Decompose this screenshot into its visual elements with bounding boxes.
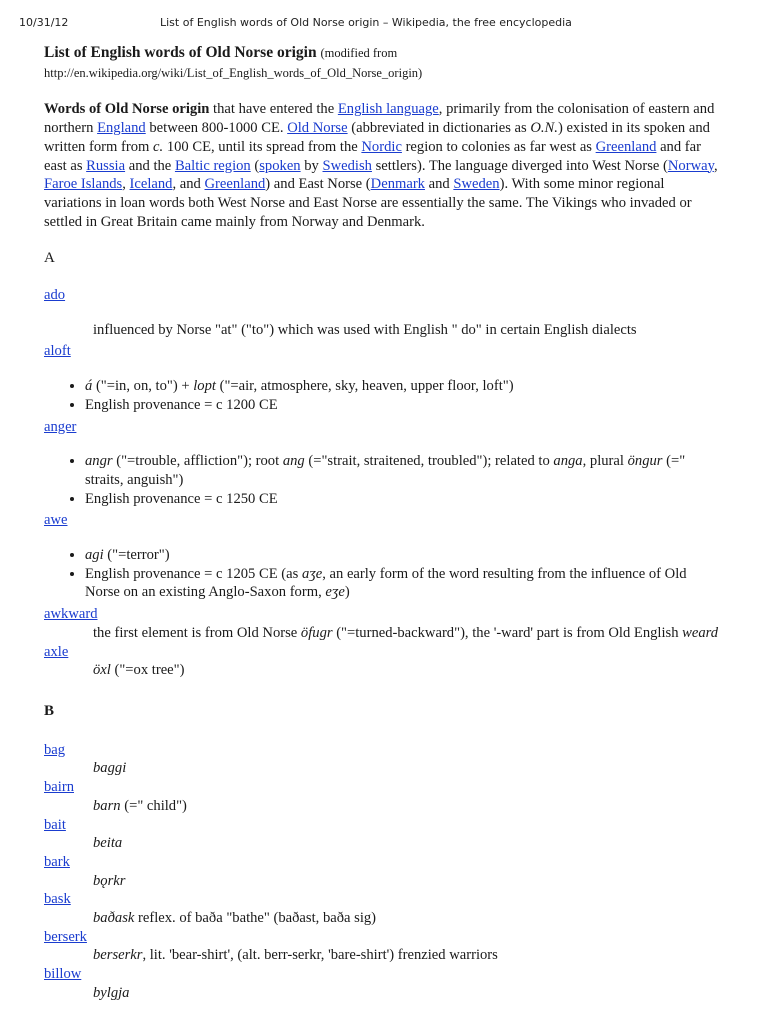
intro-text: and the: [125, 157, 175, 174]
definition-bag: [93, 759, 724, 778]
list-item: • English provenance = c 1250 CE: [85, 490, 724, 509]
definition-bairn: [93, 797, 724, 816]
term-berserk[interactable]: berserk: [44, 928, 87, 945]
intro-circa: c.: [153, 138, 164, 155]
term-axle[interactable]: axle: [44, 643, 69, 660]
definition-bask: [93, 909, 724, 928]
article-content: [44, 44, 724, 1003]
definition-berserk: [93, 946, 724, 965]
print-page-title: List of English words of Old Norse origin – Wikipedia, the free encyclopedia: [160, 16, 572, 29]
term-bask[interactable]: bask: [44, 891, 71, 908]
etymon: berserkr: [93, 947, 143, 964]
etymon: beita: [93, 835, 123, 852]
title-modified-note: (modified from: [320, 46, 398, 60]
link-spoken[interactable]: spoken: [259, 157, 301, 174]
etymon: á: [85, 378, 93, 395]
link-sweden[interactable]: Sweden: [453, 176, 500, 193]
intro-text: , primarily from the colonisation of eastern and northern: [44, 101, 715, 137]
title-main: List of English words of Old Norse origin: [44, 44, 317, 61]
etymon: barn: [93, 797, 121, 814]
gloss: ("=ox tree"): [110, 662, 185, 679]
intro-text: between 800-1000 CE.: [145, 120, 288, 137]
link-old-norse[interactable]: Old Norse: [287, 120, 348, 137]
term-ado[interactable]: ado: [44, 287, 66, 304]
gloss: ): [344, 584, 350, 601]
definition-axle: [93, 661, 724, 680]
document-title: [44, 44, 724, 63]
section-b-list: [44, 741, 724, 1003]
gloss: (="strait, straitened, troubled"); related to: [304, 453, 554, 470]
link-greenland-2[interactable]: Greenland: [204, 176, 266, 193]
list-awe: [44, 546, 724, 602]
term-bait[interactable]: bait: [44, 816, 66, 833]
link-nordic[interactable]: Nordic: [361, 138, 402, 155]
gloss: ("=terror"): [103, 547, 170, 564]
intro-text: ,: [713, 157, 718, 174]
print-date: 10/31/12: [19, 16, 69, 29]
intro-text: by: [300, 157, 323, 174]
intro-text: ) and East Norse (: [265, 176, 371, 193]
term-bark[interactable]: bark: [44, 853, 70, 870]
gloss: (=" child"): [120, 797, 187, 814]
link-iceland[interactable]: Iceland: [129, 176, 173, 193]
gloss: ("=trouble, affliction"); root: [112, 453, 283, 470]
definition-ado: influenced by Norse "at" ("to") which was used with English " do" in certain English dialects: [93, 321, 637, 338]
print-header: [0, 16, 768, 32]
etymon: baggi: [93, 760, 127, 777]
definition-bark: [93, 872, 724, 891]
term-anger[interactable]: anger: [44, 418, 77, 435]
intro-paragraph: [44, 100, 724, 231]
intro-text: (abbreviated in dictionaries as: [347, 120, 531, 137]
etymon: weard: [682, 624, 719, 641]
term-awkward[interactable]: awkward: [44, 606, 98, 623]
intro-text: settlers). The language diverged into West Norse (: [371, 157, 668, 174]
gloss: ("=turned-backward"), the '-ward' part is from Old English: [332, 624, 683, 641]
link-greenland[interactable]: Greenland: [595, 138, 657, 155]
intro-text: and: [424, 176, 454, 193]
gloss: reflex. of baða "bathe" (baðast, baða sig): [134, 910, 377, 927]
intro-text: and far east as: [44, 138, 701, 174]
intro-text: ,: [122, 176, 130, 193]
gloss: English provenance = c 1205 CE (as: [85, 565, 302, 582]
list-item: [85, 452, 724, 489]
definition-billow: [93, 984, 724, 1003]
intro-text: region to colonies as far west as: [401, 138, 596, 155]
etymon: angr: [85, 453, 113, 470]
gloss: ("=in, on, to") +: [92, 378, 194, 395]
etymon: eʒe: [325, 584, 345, 601]
etymon: bǫrkr: [93, 872, 126, 889]
intro-text: 100 CE, until its spread from the: [163, 138, 362, 155]
intro-text: that have entered the: [209, 101, 338, 118]
section-letter-b: B: [44, 702, 55, 719]
term-aloft[interactable]: aloft: [44, 343, 71, 360]
etymon: anga: [553, 453, 583, 470]
intro-lead: Words of Old Norse origin: [44, 101, 210, 118]
list-item: [85, 565, 724, 602]
etymon: aʒe: [301, 565, 323, 582]
term-billow[interactable]: billow: [44, 966, 82, 983]
list-anger: [44, 452, 724, 508]
link-russia[interactable]: Russia: [86, 157, 126, 174]
link-norway[interactable]: Norway: [667, 157, 714, 174]
term-bairn[interactable]: bairn: [44, 779, 74, 796]
etymon: lopt: [193, 378, 216, 395]
etymon: öfugr: [300, 624, 333, 641]
gloss: ("=air, atmosphere, sky, heaven, upper floor, loft"): [215, 378, 514, 395]
etymon: ang: [282, 453, 305, 470]
gloss: , lit. 'bear-shirt', (alt. berr-serkr, 'bare-shirt') frenzied warriors: [142, 947, 498, 964]
term-bag[interactable]: bag: [44, 741, 66, 758]
intro-abbrev: O.N.: [530, 120, 558, 137]
list-item: • English provenance = c 1200 CE: [85, 396, 724, 415]
intro-text: , and: [172, 176, 205, 193]
link-faroe-islands[interactable]: Faroe Islands: [44, 176, 123, 193]
intro-text: (: [250, 157, 260, 174]
link-swedish[interactable]: Swedish: [322, 157, 372, 174]
etymon: öxl: [93, 662, 111, 679]
etymon: agi: [85, 547, 104, 564]
etymon: bylgja: [93, 984, 130, 1001]
section-letter-a: A: [44, 250, 55, 267]
source-url: http://en.wikipedia.org/wiki/List_of_English_words_of_Old_Norse_origin): [44, 65, 423, 80]
intro-text: ). With some minor regional variations in loan words both West Norse and East Norse are essentially the same. The Vikings who invaded or settled in Great Britain came mainly from Norway and Denmark.: [44, 176, 692, 230]
definition-bait: [93, 834, 724, 853]
etymon: öngur: [627, 453, 663, 470]
link-england[interactable]: England: [97, 120, 146, 137]
definition-awkward: [93, 624, 724, 643]
etymon: baðask: [93, 910, 135, 927]
list-aloft: [44, 377, 724, 414]
list-item: [85, 377, 724, 396]
intro-text: ) existed in its spoken and written form from: [44, 120, 710, 155]
link-english-language[interactable]: English language: [337, 101, 439, 118]
gloss: (=" straits, anguish"): [85, 453, 686, 488]
gloss: , an early form of the word resulting from the influence of Old Norse on an existing Anglo-Saxon form,: [85, 565, 687, 601]
link-denmark[interactable]: Denmark: [370, 176, 425, 193]
gloss: the first element is from Old Norse: [93, 624, 301, 641]
gloss: , plural: [582, 453, 628, 470]
link-baltic-region[interactable]: Baltic region: [174, 157, 251, 174]
term-awe[interactable]: awe: [44, 512, 68, 529]
list-item: [85, 546, 724, 565]
